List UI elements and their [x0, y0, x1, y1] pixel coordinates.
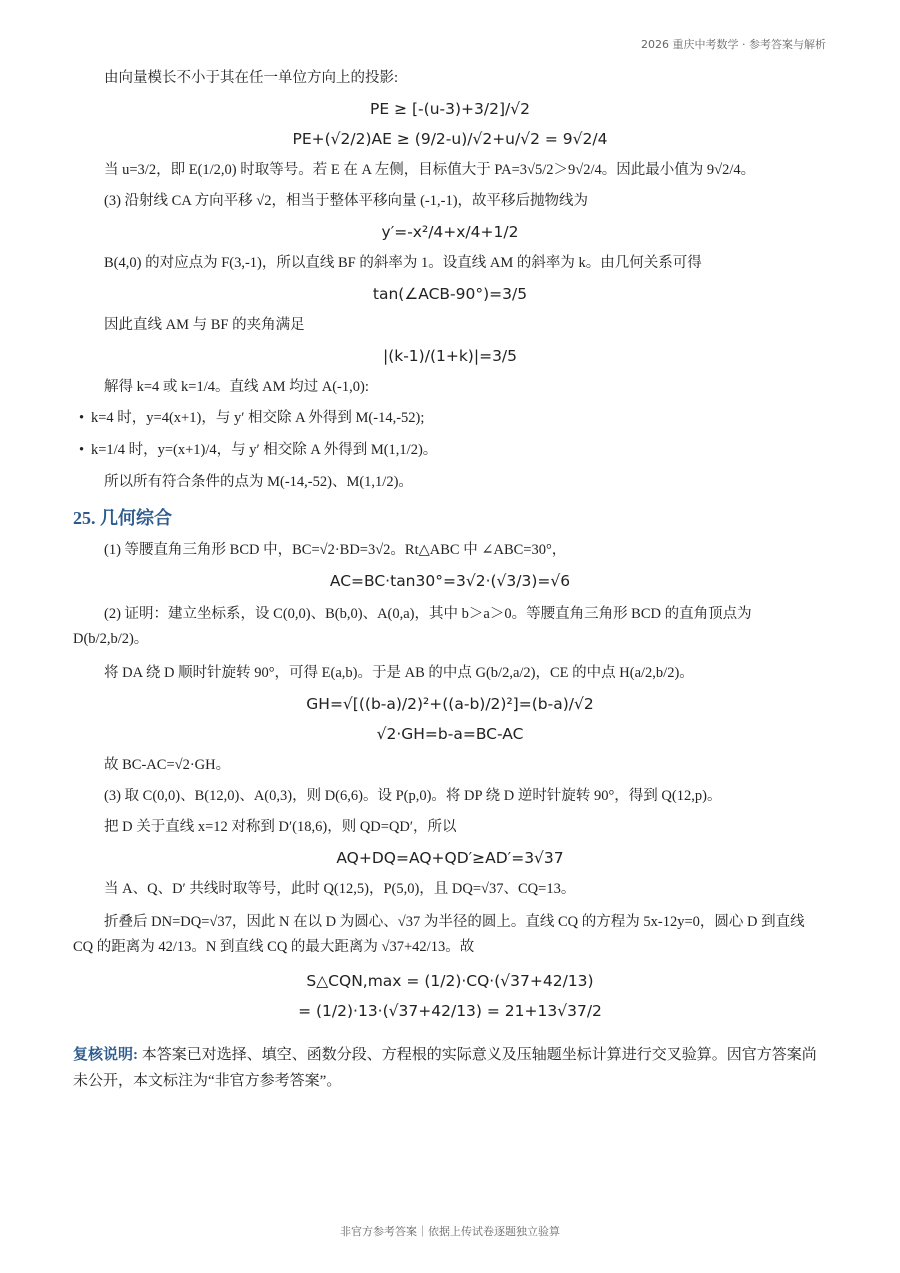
equation: PE+(√2/2)AE ≥ (9/2-u)/√2+u/√2 = 9√2/4	[292, 130, 608, 148]
text-line: (3) 沿射线 CA 方向平移 √2，相当于整体平移向量 (-1,-1)，故平移后抛物线为	[104, 193, 589, 209]
text-line: 把 D 关于直线 x=12 对称到 D′(18,6)，则 QD=QD′，所以	[104, 819, 457, 835]
equation: y′=-x²/4+x/4+1/2	[381, 223, 519, 241]
text-line: 折叠后 DN=DQ=√37，因此 N 在以 D 为圆心、√37 为半径的圆上。直线 CQ 的方程为 5x-12y=0，圆心 D 到直线 CQ 的距离为 42/13。N 到直线 CQ 的最大距离为 √37+42/13。故	[73, 914, 805, 955]
review-note	[73, 1042, 827, 1094]
equation: AC=BC·tan30°=3√2·(√3/3)=√6	[329, 572, 571, 590]
equation: |(k-1)/(1+k)|=3/5	[382, 347, 518, 365]
text-line: B(4,0) 的对应点为 F(3,-1)，所以直线 BF 的斜率为 1。设直线 AM 的斜率为 k。由几何关系可得	[104, 255, 702, 271]
text-line: 由向量模长不小于其在任一单位方向上的投影:	[104, 70, 399, 86]
equation: √2·GH=b-a=BC-AC	[376, 725, 524, 743]
text-line: (2) 证明：建立坐标系，设 C(0,0)、B(b,0)、A(0,a)，其中 b＞a＞0。等腰直角三角形 BCD 的直角顶点为 D(b/2,b/2)。	[73, 606, 752, 647]
running-header: 2026 重庆中考数学 · 参考答案与解析	[641, 38, 826, 51]
text-line: (3) 取 C(0,0)、B(12,0)、A(0,3)，则 D(6,6)。设 P(p,0)。将 DP 绕 D 逆时针旋转 90°，得到 Q(12,p)。	[104, 788, 722, 804]
bullet-icon: •	[79, 410, 85, 426]
text-line: 当 A、Q、D′ 共线时取等号，此时 Q(12,5)，P(5,0)，且 DQ=√37、CQ=13。	[104, 881, 576, 897]
text-line: 故 BC-AC=√2·GH。	[104, 757, 231, 773]
equation: S△CQN,max = (1/2)·CQ·(√37+42/13)	[306, 972, 594, 990]
equation: PE ≥ [-(u-3)+3/2]/√2	[370, 100, 530, 118]
equation: GH=√[((b-a)/2)²+((a-b)/2)²]=(b-a)/√2	[306, 695, 594, 713]
equation: tan(∠ACB-90°)=3/5	[372, 285, 528, 303]
bullet-icon: •	[79, 442, 85, 458]
text-line: 当 u=3/2，即 E(1/2,0) 时取等号。若 E 在 A 左侧，目标值大于 PA=3√5/2＞9√2/4。因此最小值为 9√2/4。	[104, 162, 756, 178]
equation: AQ+DQ=AQ+QD′≥AD′=3√37	[336, 849, 564, 867]
page-footer: 非官方参考答案｜依据上传试卷逐题独立验算	[340, 1225, 560, 1238]
review-label: 复核说明:	[73, 1047, 138, 1063]
text-line: 解得 k=4 或 k=1/4。直线 AM 均过 A(-1,0):	[104, 379, 369, 395]
text-line: (1) 等腰直角三角形 BCD 中，BC=√2·BD=3√2。Rt△ABC 中 ∠ABC=30°，	[104, 542, 567, 558]
section-heading: 25. 几何综合	[73, 508, 172, 528]
text-line: 因此直线 AM 与 BF 的夹角满足	[104, 317, 305, 333]
review-text: 本答案已对选择、填空、函数分段、方程根的实际意义及压轴题坐标计算进行交叉验算。因官方答案尚未公开，本文标注为“非官方参考答案”。	[73, 1047, 817, 1089]
text-line: 将 DA 绕 D 顺时针旋转 90°，可得 E(a,b)。于是 AB 的中点 G(b/2,a/2)，CE 的中点 H(a/2,b/2)。	[104, 665, 694, 681]
text-line: 所以所有符合条件的点为 M(-14,-52)、M(1,1/2)。	[104, 474, 413, 490]
list-item: • k=1/4 时，y=(x+1)/4，与 y′ 相交除 A 外得到 M(1,1/2)。	[79, 442, 438, 458]
answer-content	[73, 68, 827, 1094]
list-item: • k=4 时，y=4(x+1)，与 y′ 相交除 A 外得到 M(-14,-52);	[79, 410, 425, 426]
equation: = (1/2)·13·(√37+42/13) = 21+13√37/2	[298, 1002, 602, 1020]
